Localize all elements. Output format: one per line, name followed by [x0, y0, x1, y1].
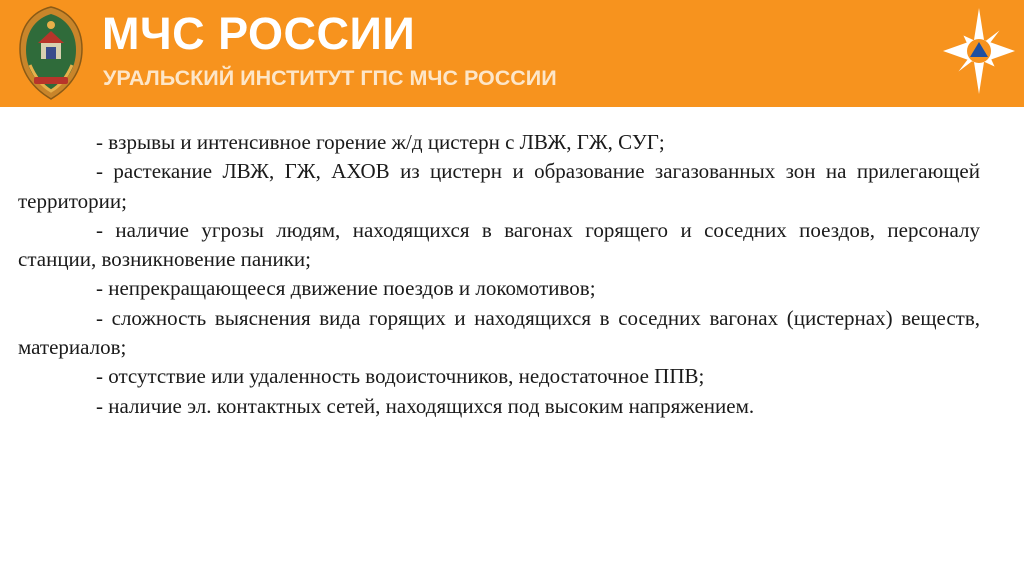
- list-item: - непрекращающееся движение поездов и локомотивов;: [96, 276, 596, 301]
- list-item: - наличие эл. контактных сетей, находящихся под высоким напряжением.: [96, 393, 755, 418]
- emergency-ministry-emblem-icon: [16, 5, 86, 101]
- civil-defense-star-icon: [941, 6, 1017, 96]
- list-item: - отсутствие или удаленность водоисточников, недостаточное ППВ;: [96, 364, 705, 389]
- organization-title: МЧС РОССИИ: [102, 8, 416, 59]
- list-item: - растекание ЛВЖ, ГЖ, АХОВ из цистерн и образование загазованных зон на прилегающей территории;: [18, 159, 980, 213]
- organization-subtitle: УРАЛЬСКИЙ ИНСТИТУТ ГПС МЧС РОССИИ: [103, 66, 557, 90]
- list-item: - наличие угрозы людям, находящихся в вагонах горящего и соседних поездов, персоналу станции, возникновение паники;: [18, 217, 980, 272]
- list-item: - взрывы и интенсивное горение ж/д цистерн с ЛВЖ, ГЖ, СУГ;: [96, 130, 665, 154]
- header-bar: [0, 0, 1024, 107]
- list-item: - сложность выяснения вида горящих и находящихся в соседних вагонах (цистернах) веществ, материалов;: [18, 305, 980, 360]
- content-list: [18, 128, 980, 421]
